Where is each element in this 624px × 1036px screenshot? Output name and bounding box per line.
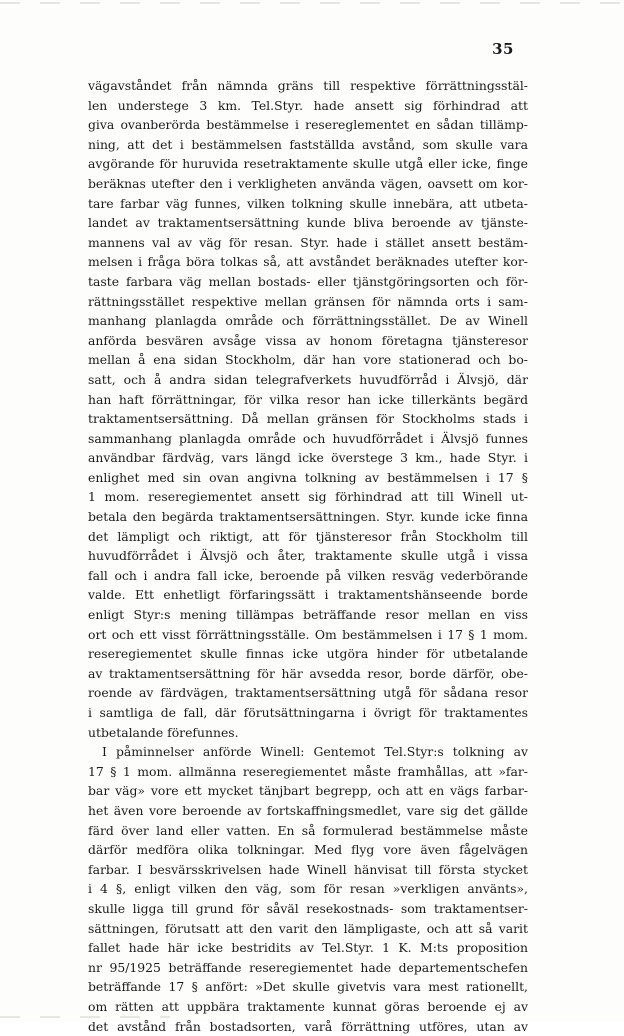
text-line: fallet hade här icke bestridits av Tel.Styr. 1 K. M:ts proposition <box>88 938 528 958</box>
paragraph-start-line: I påminnelser anförde Winell: Gentemot Tel.Styr:s tolkning av <box>88 742 528 762</box>
text-line: rättningsstället respektive mellan gränsen för nämnda orts i sam- <box>88 292 528 312</box>
scan-edge-top <box>0 2 624 4</box>
text-line: av traktamentsersättning för här avsedda resor, borde därför, obe- <box>88 664 528 684</box>
text-line: mannens val av väg för resan. Styr. hade i stället ansett bestäm- <box>88 233 528 253</box>
text-line: avgörande för huruvida resetraktamente skulle utgå eller icke, finge <box>88 154 528 174</box>
text-line: traktamentsersättning. Då mellan gränsen för Stockholms stads i <box>88 409 528 429</box>
text-line: nr 95/1925 beträffande reseregiementet hade departementschefen <box>88 958 528 978</box>
text-line: landet av traktamentsersättning kunde bliva beroende av tjänste- <box>88 213 528 233</box>
text-line: i 4 §, enligt vilken den väg, som för resan »verkligen använts», <box>88 879 528 899</box>
text-line: vägavståndet från nämnda gräns till respektive förrättningsstäl- <box>88 76 528 96</box>
text-line: anförda besvären avsåge vissa av honom företagna tjänsteresor <box>88 331 528 351</box>
text-line: betala den begärda traktamentsersättningen. Styr. kunde icke finna <box>88 507 528 527</box>
text-line: tare farbar väg funnes, vilken tolkning skulle innebära, att utbeta- <box>88 194 528 214</box>
text-line: enlighet med sin ovan angivna tolkning av bestämmelsen i 17 § <box>88 468 528 488</box>
text-line: satt, och å andra sidan telegrafverkets huvudförråd i Älvsjö, där <box>88 370 528 390</box>
text-line: sammanhang planlagda område och huvudförrådet i Älvsjö funnes <box>88 429 528 449</box>
text-line: het även vore beroende av fortskaffningsmedlet, vare sig det gällde <box>88 801 528 821</box>
text-line: 17 § 1 mom. allmänna reseregiementet måste framhållas, att »far- <box>88 762 528 782</box>
text-line: ort och ett visst förrättningsställe. Om bestämmelsen i 17 § 1 mom. <box>88 625 528 645</box>
text-line: beträffande 17 § anfört: »Det skulle givetvis vara mest rationellt, <box>88 977 528 997</box>
text-line: manhang planlagda område och förrättningsstället. De av Winell <box>88 311 528 331</box>
text-line: det avstånd från bostadsorten, varå förrättning utföres, utan av <box>88 1017 528 1036</box>
text-line: farbar. I besvärsskrivelsen hade Winell hänvisat till första stycket <box>88 860 528 880</box>
text-line: giva ovanberörda bestämmelse i resereglementet en sådan tillämp- <box>88 115 528 135</box>
text-line: det lämpligt och riktigt, att för tjänsteresor från Stockholm till <box>88 527 528 547</box>
text-line: han haft förrättningar, för vilka resor han icke tillerkänts begärd <box>88 390 528 410</box>
text-line: reseregiementet skulle finnas icke utgöra hinder för utbetalande <box>88 644 528 664</box>
text-line: ning, att det i bestämmelsen fastställda avstånd, som skulle vara <box>88 135 528 155</box>
text-line: valde. Ett enhetligt förfaringssätt i traktamentshänseende borde <box>88 585 528 605</box>
text-line: len understege 3 km. Tel.Styr. hade ansett sig förhindrad att <box>88 96 528 116</box>
scan-edge-bottom <box>0 1016 170 1018</box>
body-text <box>88 76 528 1036</box>
text-line: fall och i andra fall icke, beroende på vilken resväg vederbörande <box>88 566 528 586</box>
text-line: användbar färdväg, vars längd icke överstege 3 km., hade Styr. i <box>88 448 528 468</box>
text-line: taste farbara väg mellan bostads- eller tjänstgöringsorten och för- <box>88 272 528 292</box>
text-line: roende av färdvägen, traktamentsersättning utgå för sådana resor <box>88 683 528 703</box>
text-line: enligt Styr:s mening tillämpas beträffande resor mellan en viss <box>88 605 528 625</box>
text-line: 1 mom. reseregiementet ansett sig förhindrad att till Winell ut- <box>88 487 528 507</box>
text-line: om rätten att uppbära traktamente kunnat göras beroende ej av <box>88 997 528 1017</box>
text-line: mellan å ena sidan Stockholm, där han vore stationerad och bo- <box>88 350 528 370</box>
text-line: melsen i fråga böra tolkas så, att avståndet beräknades utefter kor- <box>88 252 528 272</box>
text-line: bar väg» vore ett mycket tänjbart begrepp, och att en vägs farbar- <box>88 781 528 801</box>
text-line: huvudförrådet i Älvsjö och åter, traktamente skulle utgå i vissa <box>88 546 528 566</box>
page-number: 35 <box>492 40 514 58</box>
text-line: färd över land eller vatten. En så formulerad bestämmelse måste <box>88 821 528 841</box>
text-line: därför medföra olika tolkningar. Med flyg vore även fågelvägen <box>88 840 528 860</box>
text-line: beräknas utefter den i verkligheten använda vägen, oavsett om kor- <box>88 174 528 194</box>
text-line: skulle ligga till grund för såväl resekostnads- som traktamentser- <box>88 899 528 919</box>
text-line: sättningen, förutsatt att den varit den lämpligaste, och att så varit <box>88 919 528 939</box>
text-line: i samtliga de fall, där förutsättningarna i övrigt för traktamentes <box>88 703 528 723</box>
paragraph-end-line: utbetalande förefunnes. <box>88 723 528 743</box>
